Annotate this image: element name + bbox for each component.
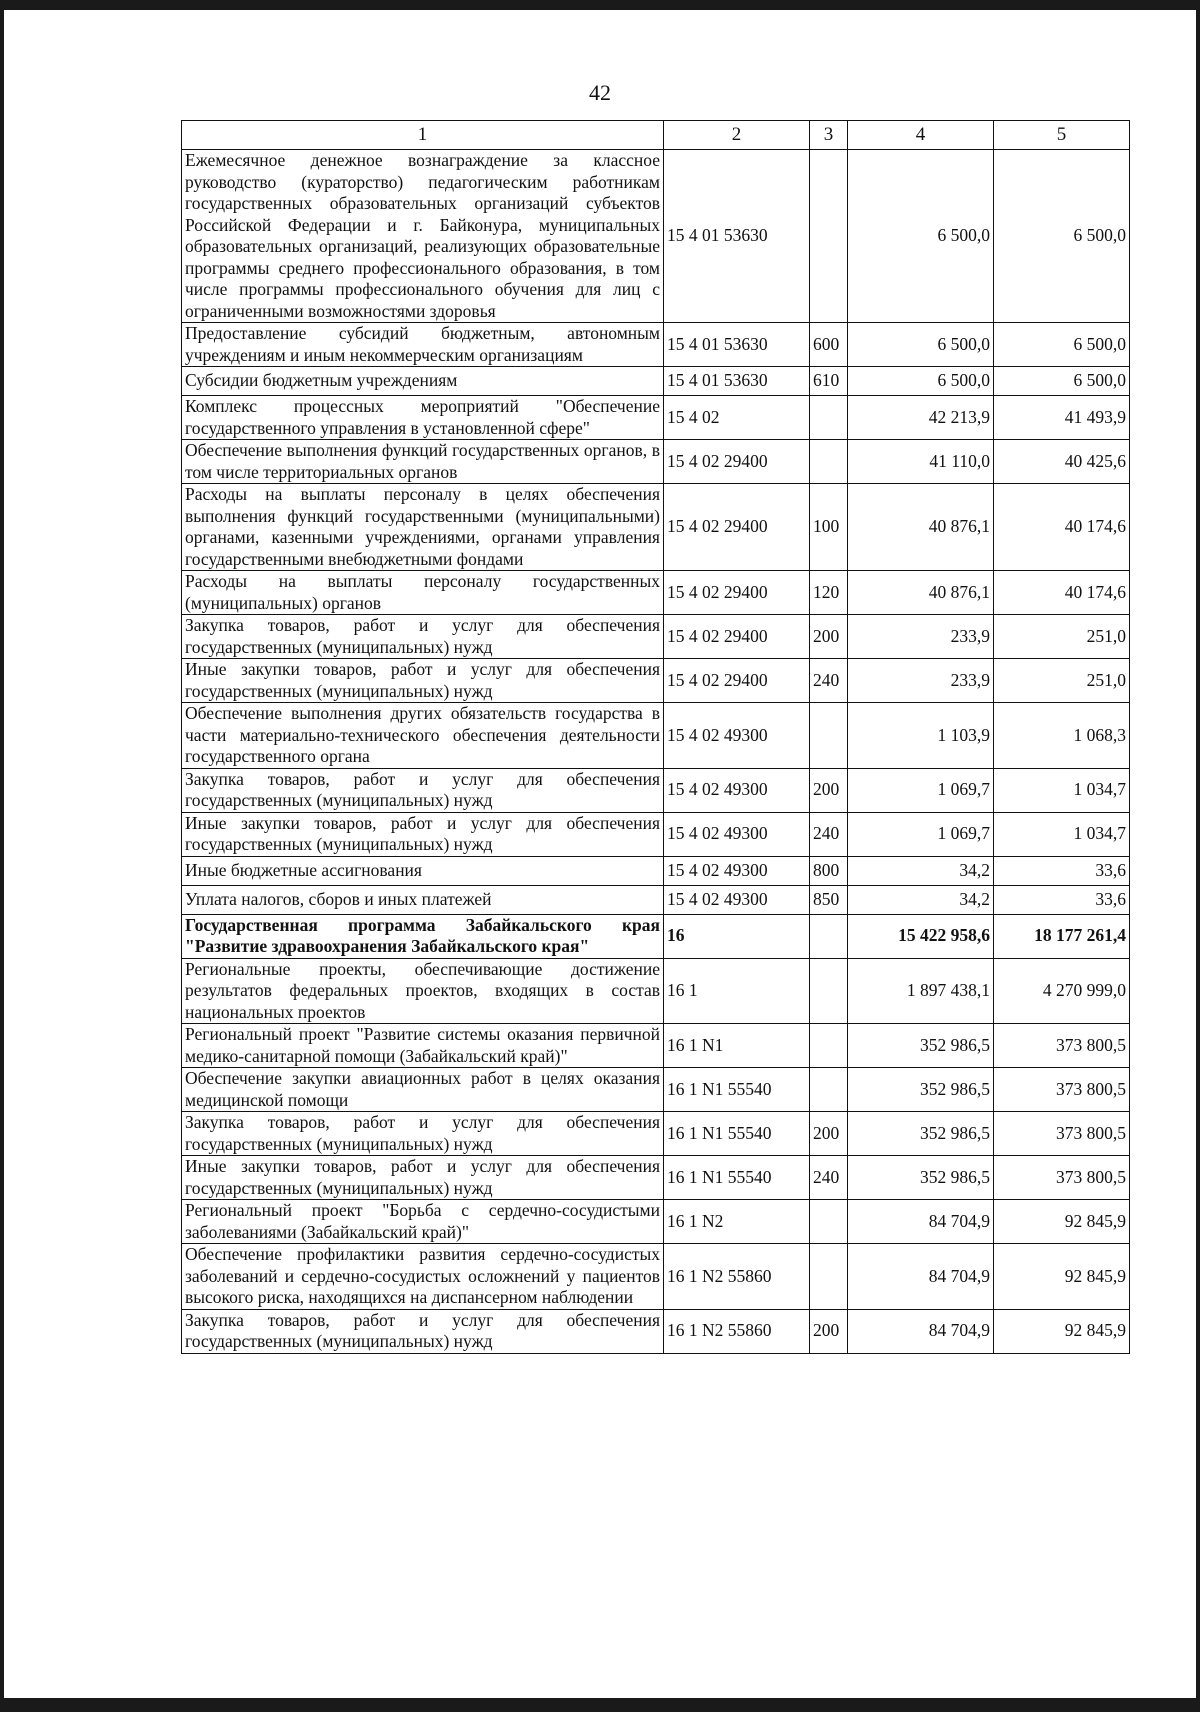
row-value-1-cell: 40 876,1 [848, 571, 994, 615]
row-code-cell: 15 4 02 49300 [664, 885, 810, 914]
row-code-cell: 15 4 01 53630 [664, 367, 810, 396]
row-code-cell: 16 1 N1 55540 [664, 1112, 810, 1156]
row-code-cell: 15 4 02 29400 [664, 440, 810, 484]
row-value-1-cell: 41 110,0 [848, 440, 994, 484]
row-name-cell: Комплекс процессных мероприятий "Обеспечение государственного управления в установленной сфере" [182, 396, 664, 440]
table-row [182, 1309, 1130, 1353]
row-name-cell: Региональные проекты, обеспечивающие достижение результатов федеральных проектов, входящих в состав национальных проектов [182, 958, 664, 1024]
row-code-cell: 15 4 02 49300 [664, 812, 810, 856]
row-name-cell: Закупка товаров, работ и услуг для обеспечения государственных (муниципальных) нужд [182, 1309, 664, 1353]
row-value-2-cell: 1 034,7 [994, 768, 1130, 812]
row-type-cell: 240 [810, 659, 848, 703]
row-type-cell [810, 1068, 848, 1112]
row-value-1-cell: 352 986,5 [848, 1024, 994, 1068]
row-code-cell: 16 1 N1 55540 [664, 1068, 810, 1112]
row-code-cell: 16 1 N2 55860 [664, 1309, 810, 1353]
row-type-cell [810, 440, 848, 484]
row-code-cell: 16 1 N1 55540 [664, 1156, 810, 1200]
row-value-1-cell: 233,9 [848, 615, 994, 659]
row-value-2-cell: 40 174,6 [994, 484, 1130, 571]
column-header: 5 [994, 121, 1130, 150]
table-row [182, 856, 1130, 885]
row-code-cell: 15 4 02 49300 [664, 856, 810, 885]
row-type-cell [810, 150, 848, 323]
column-header: 2 [664, 121, 810, 150]
table-row [182, 396, 1130, 440]
row-value-1-cell: 40 876,1 [848, 484, 994, 571]
row-name-cell: Региональный проект "Борьба с сердечно-сосудистыми заболеваниями (Забайкальский край)" [182, 1200, 664, 1244]
row-name-cell: Ежемесячное денежное вознаграждение за классное руководство (кураторство) педагогическим работникам государственных образовательных организаций субъектов Российской Федерации и г. Байконура, муниципальных образовательных организаций, реализующих образовательные программы среднего профессионального образования, в том числе программы профессионального обучения для лиц с ограниченными возможностями здоровья [182, 150, 664, 323]
column-header: 4 [848, 121, 994, 150]
row-type-cell: 200 [810, 1112, 848, 1156]
row-code-cell: 15 4 02 29400 [664, 571, 810, 615]
row-value-2-cell: 40 425,6 [994, 440, 1130, 484]
row-value-1-cell: 34,2 [848, 856, 994, 885]
row-type-cell [810, 1244, 848, 1310]
row-name-cell: Закупка товаров, работ и услуг для обеспечения государственных (муниципальных) нужд [182, 615, 664, 659]
table-row [182, 914, 1130, 958]
row-code-cell: 16 1 N2 55860 [664, 1244, 810, 1310]
table-row [182, 571, 1130, 615]
table-row [182, 150, 1130, 323]
row-value-2-cell: 92 845,9 [994, 1200, 1130, 1244]
row-code-cell: 15 4 01 53630 [664, 323, 810, 367]
table-body [182, 150, 1130, 1354]
row-value-2-cell: 6 500,0 [994, 323, 1130, 367]
row-name-cell: Иные закупки товаров, работ и услуг для обеспечения государственных (муниципальных) нужд [182, 659, 664, 703]
row-code-cell: 15 4 02 49300 [664, 768, 810, 812]
row-value-2-cell: 251,0 [994, 615, 1130, 659]
row-code-cell: 16 1 [664, 958, 810, 1024]
row-value-1-cell: 34,2 [848, 885, 994, 914]
row-value-2-cell: 373 800,5 [994, 1068, 1130, 1112]
row-value-2-cell: 4 270 999,0 [994, 958, 1130, 1024]
row-value-1-cell: 1 103,9 [848, 703, 994, 769]
row-name-cell: Обеспечение профилактики развития сердечно-сосудистых заболеваний и сердечно-сосудистых осложнений у пациентов высокого риска, находящихся на диспансерном наблюдении [182, 1244, 664, 1310]
row-type-cell [810, 396, 848, 440]
row-value-2-cell: 33,6 [994, 856, 1130, 885]
row-type-cell: 120 [810, 571, 848, 615]
row-name-cell: Региональный проект "Развитие системы оказания первичной медико-санитарной помощи (Забайкальский край)" [182, 1024, 664, 1068]
table-row [182, 1244, 1130, 1310]
row-value-2-cell: 373 800,5 [994, 1024, 1130, 1068]
row-type-cell [810, 703, 848, 769]
scan-border-bottom [0, 1698, 1200, 1712]
row-type-cell: 240 [810, 812, 848, 856]
page-number: 42 [589, 80, 611, 105]
row-name-cell: Обеспечение выполнения функций государственных органов, в том числе территориальных органов [182, 440, 664, 484]
row-code-cell: 16 1 N1 [664, 1024, 810, 1068]
table-row [182, 484, 1130, 571]
row-type-cell: 610 [810, 367, 848, 396]
row-name-cell: Субсидии бюджетным учреждениям [182, 367, 664, 396]
row-value-1-cell: 84 704,9 [848, 1309, 994, 1353]
row-value-2-cell: 251,0 [994, 659, 1130, 703]
row-type-cell [810, 1024, 848, 1068]
table-row [182, 1200, 1130, 1244]
row-value-1-cell: 84 704,9 [848, 1244, 994, 1310]
row-type-cell: 600 [810, 323, 848, 367]
row-value-2-cell: 92 845,9 [994, 1309, 1130, 1353]
scan-border-right [1196, 0, 1200, 1712]
row-value-2-cell: 6 500,0 [994, 367, 1130, 396]
row-type-cell [810, 1200, 848, 1244]
table-row [182, 958, 1130, 1024]
table-row [182, 323, 1130, 367]
table-row [182, 440, 1130, 484]
row-code-cell: 16 1 N2 [664, 1200, 810, 1244]
table-row [182, 703, 1130, 769]
row-name-cell: Обеспечение закупки авиационных работ в целях оказания медицинской помощи [182, 1068, 664, 1112]
row-value-1-cell: 233,9 [848, 659, 994, 703]
table-row [182, 768, 1130, 812]
row-value-1-cell: 1 897 438,1 [848, 958, 994, 1024]
row-value-2-cell: 1 068,3 [994, 703, 1130, 769]
table-row [182, 1156, 1130, 1200]
row-value-1-cell: 84 704,9 [848, 1200, 994, 1244]
row-name-cell: Расходы на выплаты персоналу государственных (муниципальных) органов [182, 571, 664, 615]
table-row [182, 812, 1130, 856]
row-value-1-cell: 6 500,0 [848, 367, 994, 396]
scan-border-left [0, 0, 4, 1712]
row-value-2-cell: 41 493,9 [994, 396, 1130, 440]
row-name-cell: Государственная программа Забайкальского края "Развитие здравоохранения Забайкальского края" [182, 914, 664, 958]
table-row [182, 367, 1130, 396]
row-code-cell: 16 [664, 914, 810, 958]
row-name-cell: Закупка товаров, работ и услуг для обеспечения государственных (муниципальных) нужд [182, 1112, 664, 1156]
row-name-cell: Закупка товаров, работ и услуг для обеспечения государственных (муниципальных) нужд [182, 768, 664, 812]
row-code-cell: 15 4 02 29400 [664, 615, 810, 659]
row-type-cell: 100 [810, 484, 848, 571]
row-name-cell: Иные бюджетные ассигнования [182, 856, 664, 885]
column-header: 3 [810, 121, 848, 150]
row-type-cell: 850 [810, 885, 848, 914]
row-value-1-cell: 6 500,0 [848, 323, 994, 367]
table-row [182, 615, 1130, 659]
row-type-cell [810, 958, 848, 1024]
row-value-1-cell: 42 213,9 [848, 396, 994, 440]
table-row [182, 659, 1130, 703]
row-value-2-cell: 40 174,6 [994, 571, 1130, 615]
row-value-2-cell: 33,6 [994, 885, 1130, 914]
row-type-cell: 800 [810, 856, 848, 885]
row-value-2-cell: 6 500,0 [994, 150, 1130, 323]
row-type-cell: 200 [810, 615, 848, 659]
row-value-1-cell: 15 422 958,6 [848, 914, 994, 958]
row-type-cell: 240 [810, 1156, 848, 1200]
table-row [182, 1068, 1130, 1112]
row-value-2-cell: 373 800,5 [994, 1156, 1130, 1200]
scan-border-top [0, 0, 1200, 10]
row-value-1-cell: 352 986,5 [848, 1068, 994, 1112]
row-name-cell: Иные закупки товаров, работ и услуг для обеспечения государственных (муниципальных) нужд [182, 812, 664, 856]
row-type-cell [810, 914, 848, 958]
row-code-cell: 15 4 02 49300 [664, 703, 810, 769]
row-type-cell: 200 [810, 768, 848, 812]
row-code-cell: 15 4 01 53630 [664, 150, 810, 323]
row-name-cell: Расходы на выплаты персоналу в целях обеспечения выполнения функций государственными (муниципальными) органами, казенными учреждениями, органами управления государственными внебюджетными фондами [182, 484, 664, 571]
row-code-cell: 15 4 02 29400 [664, 484, 810, 571]
row-code-cell: 15 4 02 [664, 396, 810, 440]
budget-table [181, 120, 1130, 1354]
row-value-1-cell: 1 069,7 [848, 812, 994, 856]
row-value-1-cell: 1 069,7 [848, 768, 994, 812]
row-value-2-cell: 1 034,7 [994, 812, 1130, 856]
row-type-cell: 200 [810, 1309, 848, 1353]
table-row [182, 1024, 1130, 1068]
table-header-row [182, 121, 1130, 150]
row-code-cell: 15 4 02 29400 [664, 659, 810, 703]
row-name-cell: Иные закупки товаров, работ и услуг для обеспечения государственных (муниципальных) нужд [182, 1156, 664, 1200]
table-row [182, 1112, 1130, 1156]
row-value-2-cell: 18 177 261,4 [994, 914, 1130, 958]
row-name-cell: Предоставление субсидий бюджетным, автономным учреждениям и иным некоммерческим организациям [182, 323, 664, 367]
row-value-1-cell: 352 986,5 [848, 1156, 994, 1200]
row-name-cell: Обеспечение выполнения других обязательств государства в части материально-технического обеспечения деятельности государственного органа [182, 703, 664, 769]
row-value-2-cell: 373 800,5 [994, 1112, 1130, 1156]
row-value-2-cell: 92 845,9 [994, 1244, 1130, 1310]
column-header: 1 [182, 121, 664, 150]
row-value-1-cell: 352 986,5 [848, 1112, 994, 1156]
row-name-cell: Уплата налогов, сборов и иных платежей [182, 885, 664, 914]
row-value-1-cell: 6 500,0 [848, 150, 994, 323]
table-row [182, 885, 1130, 914]
